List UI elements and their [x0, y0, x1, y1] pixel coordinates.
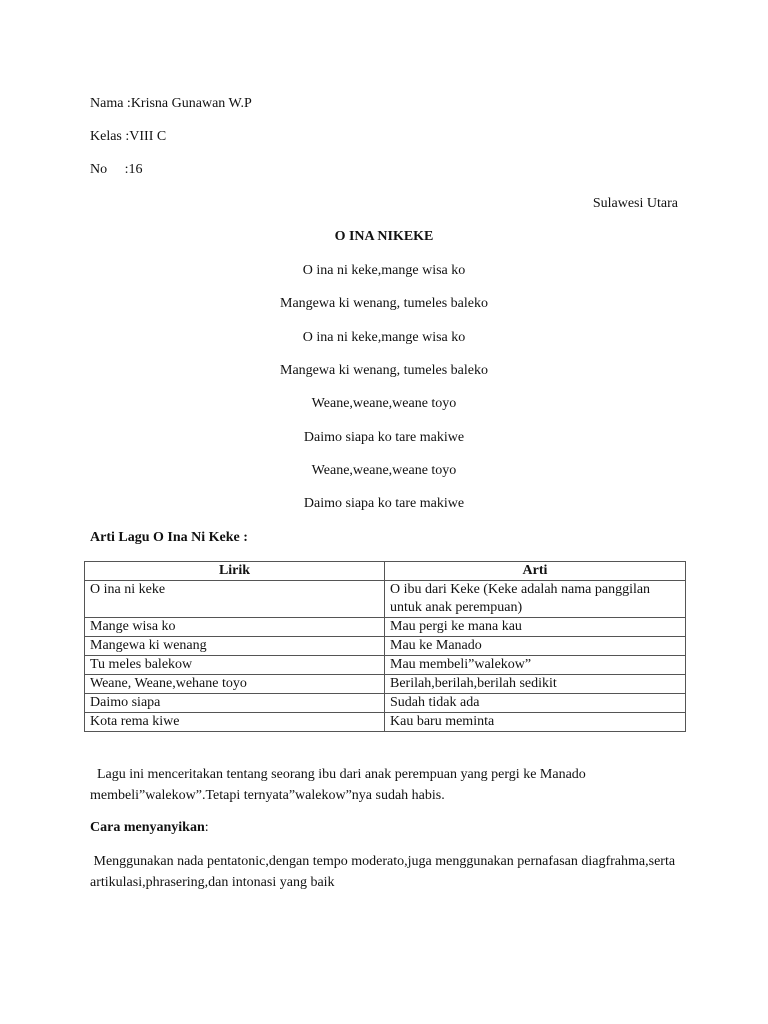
table-header-row: [85, 562, 686, 581]
arti-cell: Mau pergi ke mana kau: [385, 618, 686, 637]
header-lirik: Lirik: [85, 562, 385, 581]
arti-cell: Kau baru meminta: [385, 713, 686, 732]
meaning-table: [84, 561, 686, 732]
lirik-cell: Mange wisa ko: [85, 618, 385, 637]
student-class: Kelas :VIII C: [90, 129, 167, 144]
table-row: [85, 581, 686, 618]
table-row: [85, 713, 686, 732]
lyric-line: O ina ni keke,mange wisa ko: [302, 263, 466, 278]
lyric-line: Mangewa ki wenang, tumeles baleko: [280, 296, 488, 311]
lirik-cell: O ina ni keke: [85, 581, 385, 618]
singing-heading: Cara menyanyikan: [90, 820, 205, 835]
arti-cell: O ibu dari Keke (Keke adalah nama panggilan untuk anak perempuan): [385, 581, 686, 618]
table-row: [85, 656, 686, 675]
arti-cell: Mau ke Manado: [385, 637, 686, 656]
header-arti: Arti: [385, 562, 686, 581]
singing-paragraph: Menggunakan nada pentatonic,dengan tempo moderato,juga menggunakan pernafasan diagfrahma,serta artikulasi,phrasering,dan intonasi yang baik: [90, 854, 679, 890]
lyric-line: Mangewa ki wenang, tumeles baleko: [280, 363, 488, 378]
lirik-cell: Mangewa ki wenang: [85, 637, 385, 656]
table-row: [85, 675, 686, 694]
lyric-line: Weane,weane,weane toyo: [311, 463, 457, 478]
arti-cell: Mau membeli”walekow”: [385, 656, 686, 675]
table-row: [85, 694, 686, 713]
region-label: Sulawesi Utara: [592, 196, 678, 211]
song-title: O INA NIKEKE: [334, 229, 434, 244]
lyric-line: Weane,weane,weane toyo: [311, 396, 457, 411]
meaning-heading: Arti Lagu O Ina Ni Keke :: [90, 530, 248, 545]
student-number: No :16: [90, 162, 143, 177]
singing-heading-colon: :: [204, 820, 209, 835]
arti-cell: Sudah tidak ada: [385, 694, 686, 713]
student-name: Nama :Krisna Gunawan W.P: [90, 96, 252, 111]
lirik-cell: Daimo siapa: [85, 694, 385, 713]
arti-cell: Berilah,berilah,berilah sedikit: [385, 675, 686, 694]
lyric-line: Daimo siapa ko tare makiwe: [303, 430, 465, 445]
story-paragraph: Lagu ini menceritakan tentang seorang ibu dari anak perempuan yang pergi ke Manado membeli”walekow”.Tetapi ternyata”walekow”nya sudah habis.: [90, 767, 590, 803]
lyric-line: Daimo siapa ko tare makiwe: [303, 496, 465, 511]
table-row: [85, 637, 686, 656]
singing-heading-line: [90, 819, 209, 837]
lirik-cell: Weane, Weane,wehane toyo: [85, 675, 385, 694]
lyric-line: O ina ni keke,mange wisa ko: [302, 330, 466, 345]
lirik-cell: Kota rema kiwe: [85, 713, 385, 732]
table-row: [85, 618, 686, 637]
lirik-cell: Tu meles balekow: [85, 656, 385, 675]
